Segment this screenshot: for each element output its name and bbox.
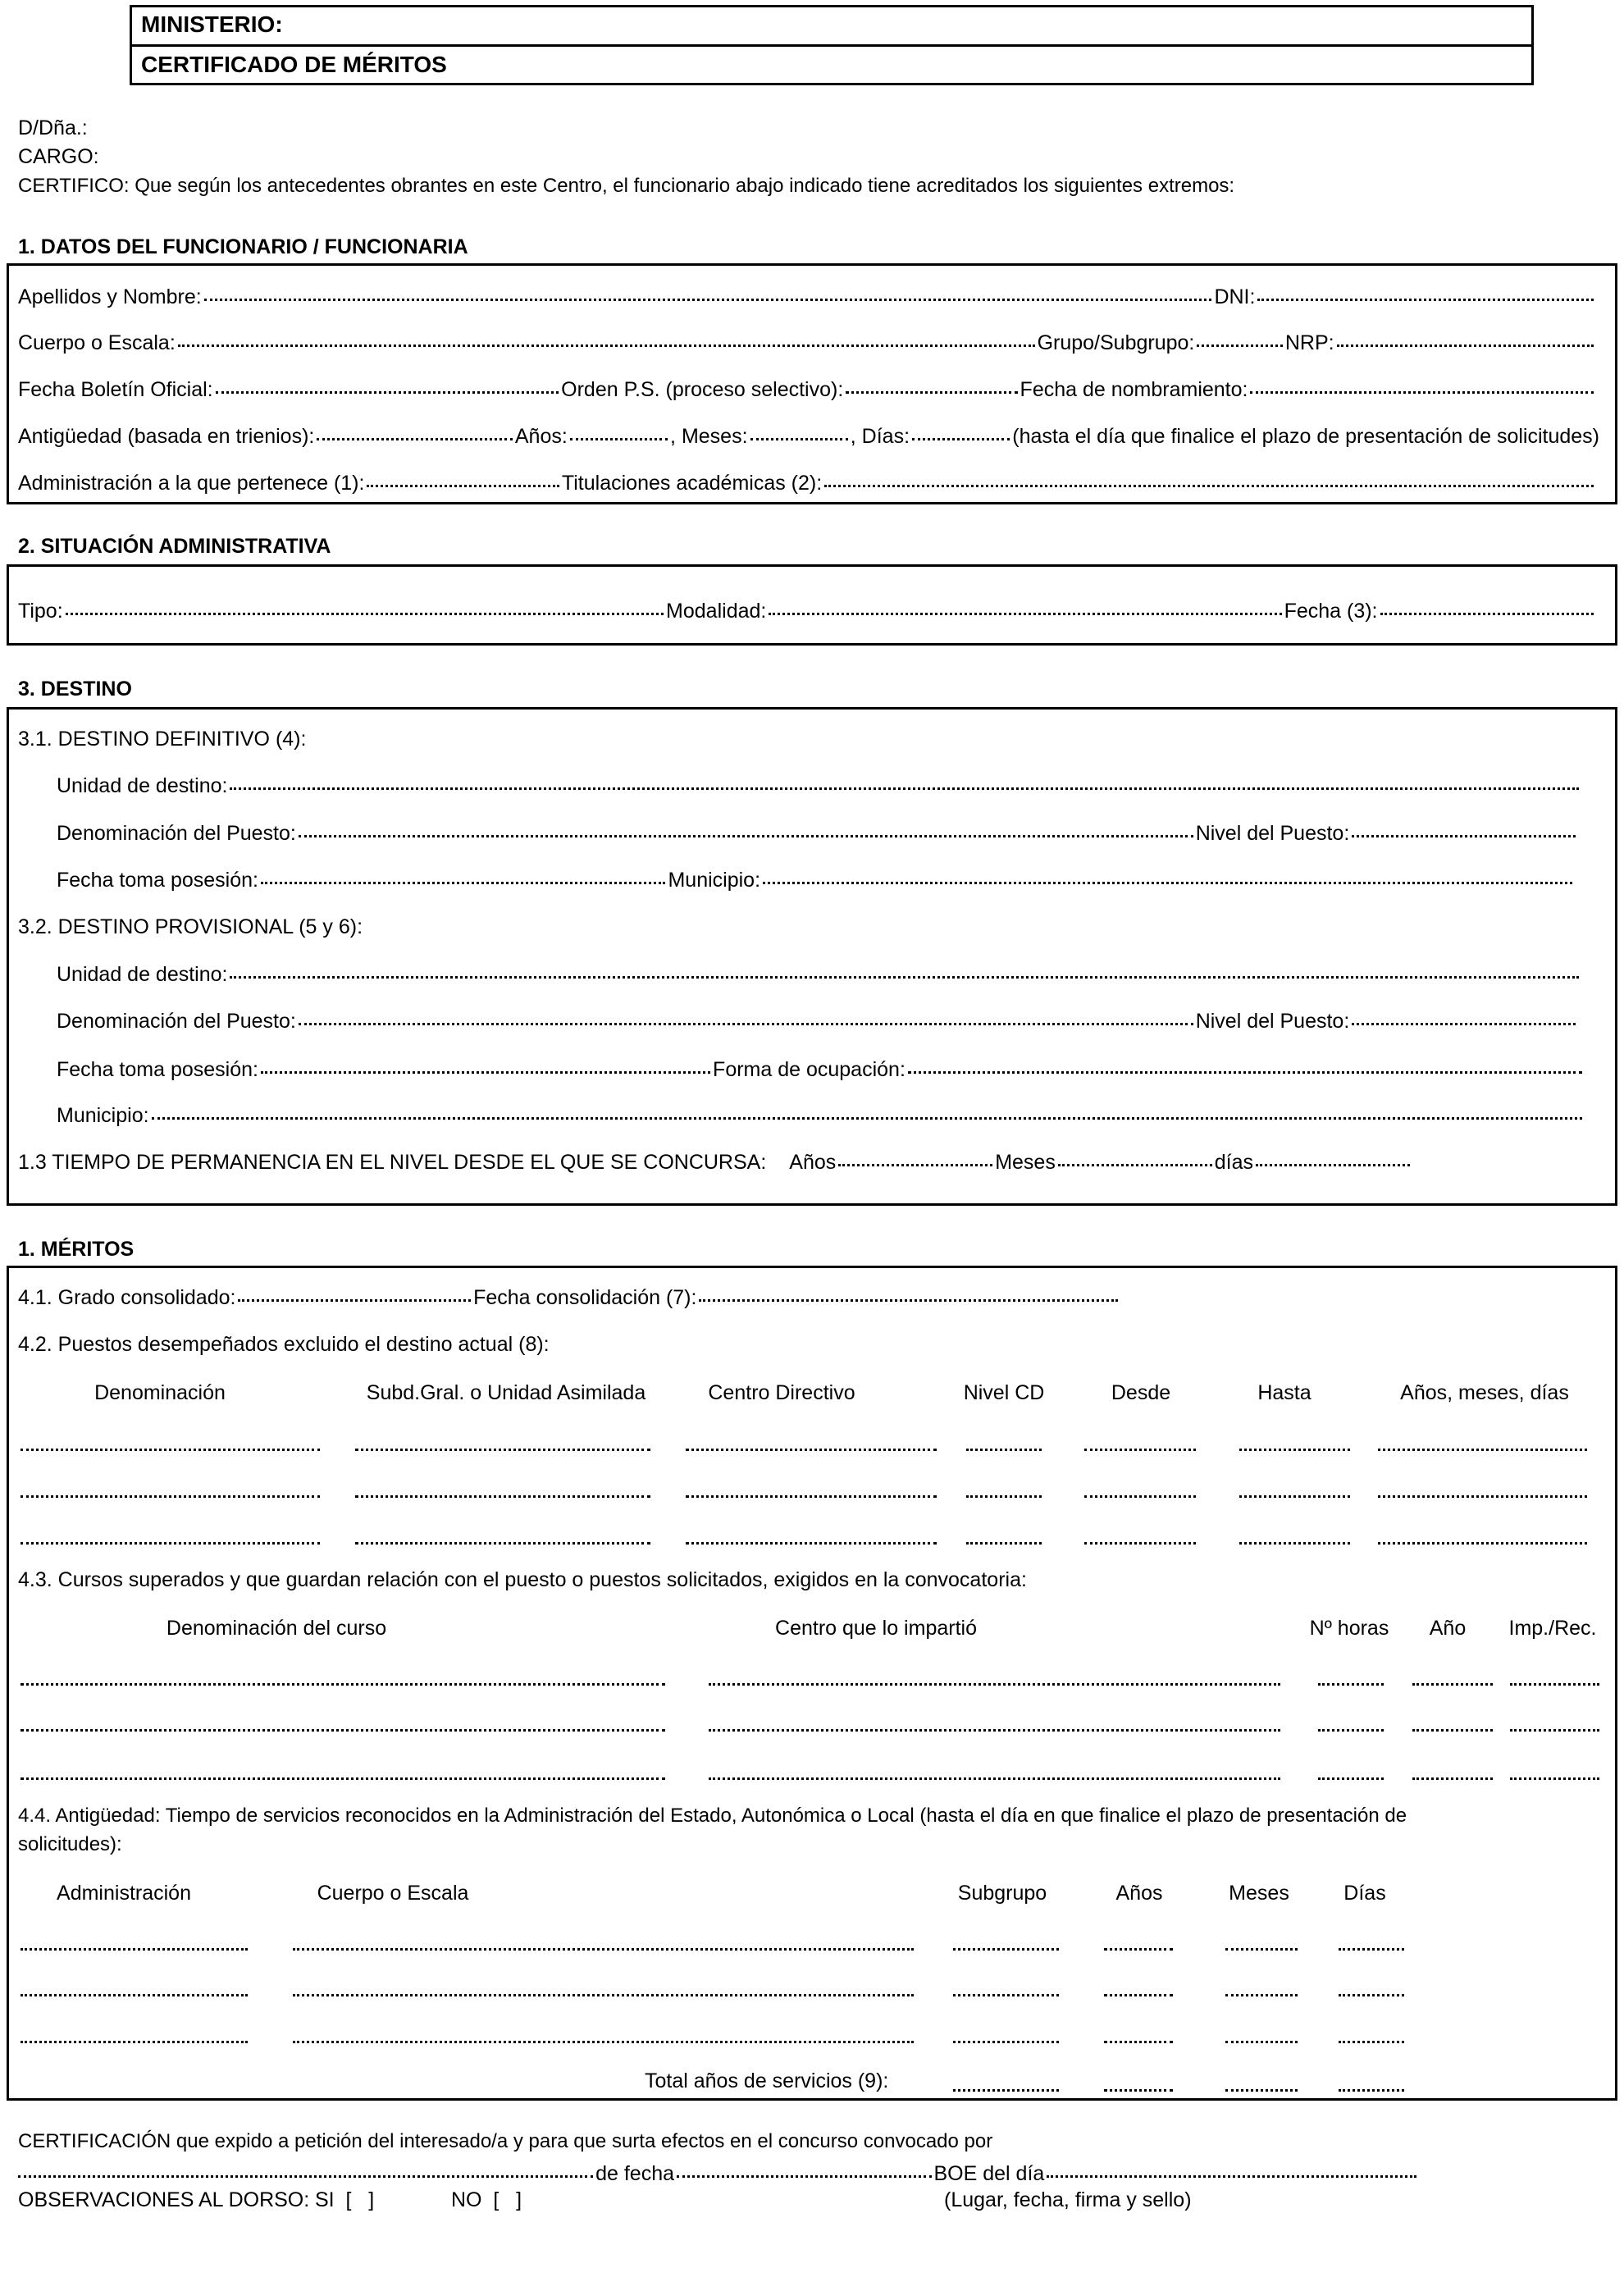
- administracion-field[interactable]: [367, 485, 559, 487]
- de-fecha-label: de fecha: [595, 2162, 675, 2185]
- antiguedad-blank-field[interactable]: [21, 1994, 248, 1996]
- cursos-blank-field[interactable]: [21, 1683, 665, 1686]
- apellidos-row: [18, 285, 1596, 313]
- antiguedad-blank-field[interactable]: [293, 1948, 914, 1951]
- administracion-label: Administración a la que pertenece (1):: [18, 472, 365, 495]
- puestos-blank-field[interactable]: [686, 1449, 937, 1451]
- antiguedad-blank-field[interactable]: [1104, 2041, 1173, 2043]
- cursos-blank-field[interactable]: [1510, 1777, 1599, 1780]
- observaciones-label: OBSERVACIONES AL DORSO:: [18, 2188, 310, 2211]
- prov-forma-label: Forma de ocupación:: [713, 1058, 906, 1081]
- puestos-blank-field[interactable]: [1084, 1542, 1196, 1545]
- cursos-blank-field[interactable]: [1510, 1683, 1599, 1686]
- antiguedad-col-header: Cuerpo o Escala: [317, 1882, 469, 1905]
- no-checkbox[interactable]: NO [ ]: [451, 2188, 522, 2211]
- certifico-text: CERTIFICO: Que según los antecedentes obrantes en este Centro, el funcionario abajo indicado tiene acreditados los siguientes extremos:: [18, 175, 1235, 197]
- lugar-fecha-firma: (Lugar, fecha, firma y sello): [944, 2188, 1192, 2211]
- meses-field[interactable]: [750, 438, 848, 440]
- puestos-blank-field[interactable]: [1084, 1449, 1196, 1451]
- fecha-consolidacion-label: Fecha consolidación (7):: [473, 1286, 697, 1309]
- puestos-blank-field[interactable]: [966, 1449, 1042, 1451]
- cursos-blank-field[interactable]: [1412, 1683, 1493, 1686]
- document-title: CERTIFICADO DE MÉRITOS: [141, 52, 447, 77]
- antiguedad-blank-field[interactable]: [953, 2041, 1059, 2043]
- orden-field[interactable]: [846, 391, 1017, 394]
- prov-nivel-field[interactable]: [1352, 1023, 1576, 1025]
- fecha-nombramiento-field[interactable]: [1250, 391, 1594, 394]
- cursos-blank-field[interactable]: [709, 1777, 1280, 1780]
- puestos-blank-field[interactable]: [1239, 1449, 1350, 1451]
- antiguedad-field[interactable]: [317, 438, 513, 440]
- antiguedad-blank-field[interactable]: [293, 2041, 914, 2043]
- nrp-label: NRP:: [1284, 331, 1334, 354]
- fecha-label: Fecha (3):: [1284, 600, 1378, 623]
- dias-field[interactable]: [912, 438, 1010, 440]
- modalidad-field[interactable]: [769, 613, 1281, 615]
- antiguedad-blank-field[interactable]: [1225, 1948, 1298, 1951]
- total-label: Total años de servicios (9):: [645, 2069, 889, 2092]
- prov-municipio-label: Municipio:: [57, 1104, 149, 1127]
- permanencia-label: 1.3 TIEMPO DE PERMANENCIA EN EL NIVEL DESDE EL QUE SE CONCURSA:: [18, 1151, 767, 1174]
- tipo-label: Tipo:: [18, 600, 63, 623]
- administracion-row: [18, 472, 1596, 500]
- def-fecha-row: [57, 869, 1575, 897]
- prov-fecha-field[interactable]: [261, 1071, 710, 1074]
- fecha-consolidacion-field[interactable]: [699, 1299, 1118, 1302]
- modalidad-label: Modalidad:: [666, 600, 767, 623]
- permanencia-row: [18, 1151, 1412, 1179]
- puestos-col-header: Desde: [1111, 1381, 1171, 1404]
- prov-municipio-field[interactable]: [152, 1117, 1582, 1120]
- puestos-blank-field[interactable]: [21, 1449, 320, 1451]
- fecha-boletin-row: [18, 378, 1596, 406]
- anos-label: Años:: [514, 425, 568, 448]
- cursos-blank-field[interactable]: [1318, 1777, 1384, 1780]
- orden-label: Orden P.S. (proceso selectivo):: [561, 378, 844, 401]
- antiguedad-text-1: 4.4. Antigüedad: Tiempo de servicios reconocidos en la Administración del Estado, Autonómica o Local (hasta el día en que finalice el plazo de presentación de: [18, 1805, 1407, 1827]
- antiguedad-col-header: Días: [1343, 1882, 1386, 1905]
- prov-nivel-label: Nivel del Puesto:: [1195, 1010, 1350, 1033]
- def-nivel-label: Nivel del Puesto:: [1195, 822, 1350, 845]
- prov-denominacion-label: Denominación del Puesto:: [57, 1010, 296, 1033]
- cursos-col-header: Centro que lo impartió: [775, 1617, 977, 1640]
- perm-meses-label: Meses: [995, 1151, 1056, 1174]
- puestos-col-header: Años, meses, días: [1400, 1381, 1569, 1404]
- puestos-col-header: Hasta: [1257, 1381, 1312, 1404]
- prov-municipio-row: [57, 1104, 1585, 1132]
- puestos-blank-field[interactable]: [21, 1495, 320, 1498]
- titulaciones-label: Titulaciones académicas (2):: [561, 472, 823, 495]
- cursos-col-header: Año: [1429, 1617, 1467, 1640]
- tipo-field[interactable]: [66, 613, 664, 615]
- puestos-blank-field[interactable]: [1378, 1542, 1587, 1545]
- puestos-blank-field[interactable]: [966, 1495, 1042, 1498]
- perm-dias-field[interactable]: [1256, 1164, 1410, 1166]
- puestos-blank-field[interactable]: [355, 1449, 650, 1451]
- prov-denominacion-row: [57, 1010, 1578, 1038]
- antiguedad-blank-field[interactable]: [953, 1994, 1059, 1996]
- fecha-boletin-label: Fecha Boletín Oficial:: [18, 378, 213, 401]
- puestos-blank-field[interactable]: [1378, 1449, 1587, 1451]
- convocatoria-field[interactable]: [18, 2175, 593, 2178]
- def-fecha-field[interactable]: [261, 882, 665, 884]
- cursos-blank-field[interactable]: [1318, 1729, 1384, 1732]
- dias-label: , Días:: [850, 425, 910, 448]
- prov-fecha-row: [57, 1058, 1585, 1086]
- perm-meses-field[interactable]: [1058, 1164, 1212, 1166]
- antiguedad-text-2: solicitudes):: [18, 1833, 122, 1855]
- def-denominacion-row: [57, 822, 1578, 850]
- prov-unidad-label: Unidad de destino:: [57, 963, 228, 986]
- cursos-col-header: Nº horas: [1309, 1617, 1389, 1640]
- header-divider: [130, 44, 1534, 47]
- fecha-boletin-field[interactable]: [216, 391, 559, 394]
- section-1-title: 1. DATOS DEL FUNCIONARIO / FUNCIONARIA: [18, 235, 468, 258]
- cursos-blank-field[interactable]: [1412, 1777, 1493, 1780]
- total-blank-field[interactable]: [953, 2089, 1059, 2092]
- grupo-label: Grupo/Subgrupo:: [1037, 331, 1195, 354]
- cursos-blank-field[interactable]: [21, 1729, 665, 1732]
- antiguedad-blank-field[interactable]: [1339, 1994, 1404, 1996]
- puestos-blank-field[interactable]: [355, 1542, 650, 1545]
- grado-row: [18, 1286, 1120, 1314]
- puestos-col-header: Nivel CD: [963, 1381, 1045, 1404]
- def-nivel-field[interactable]: [1352, 835, 1576, 837]
- def-municipio-field[interactable]: [763, 882, 1572, 884]
- puestos-blank-field[interactable]: [355, 1495, 650, 1498]
- cursos-blank-field[interactable]: [709, 1683, 1280, 1686]
- antiguedad-col-header: Años: [1115, 1882, 1163, 1905]
- fecha-nombramiento-label: Fecha de nombramiento:: [1020, 378, 1248, 401]
- cuerpo-row: [18, 331, 1596, 359]
- puestos-col-header: Subd.Gral. o Unidad Asimilada: [366, 1381, 646, 1404]
- prov-unidad-field[interactable]: [230, 976, 1579, 979]
- prov-unidad-row: [57, 963, 1581, 991]
- puestos-blank-field[interactable]: [21, 1542, 320, 1545]
- puestos-blank-field[interactable]: [1239, 1542, 1350, 1545]
- cursos-blank-field[interactable]: [1318, 1683, 1384, 1686]
- fecha-field[interactable]: [1380, 613, 1594, 615]
- antiguedad-blank-field[interactable]: [1339, 1948, 1404, 1951]
- boe-label: BOE del día: [933, 2162, 1045, 2185]
- def-unidad-field[interactable]: [230, 787, 1579, 790]
- destino-definitivo-label: 3.1. DESTINO DEFINITIVO (4):: [18, 728, 307, 751]
- perm-dias-label: días: [1214, 1151, 1254, 1174]
- dona-label: D/Dña.:: [18, 116, 88, 139]
- dni-label: DNI:: [1214, 285, 1256, 308]
- si-checkbox[interactable]: SI [ ]: [315, 2188, 375, 2211]
- prov-forma-field[interactable]: [908, 1071, 1582, 1074]
- ministerio-label: MINISTERIO:: [141, 11, 283, 37]
- section-4-title: 1. MÉRITOS: [18, 1238, 135, 1261]
- puestos-blank-field[interactable]: [1378, 1495, 1587, 1498]
- def-unidad-row: [57, 774, 1581, 802]
- cursos-label: 4.3. Cursos superados y que guardan relación con el puesto o puestos solicitados, exigidos en la convocatoria:: [18, 1568, 1027, 1591]
- puestos-blank-field[interactable]: [686, 1495, 937, 1498]
- perm-anos-label: Años: [789, 1151, 837, 1174]
- convocatoria-row: [18, 2162, 1419, 2190]
- antiguedad-blank-field[interactable]: [1104, 1994, 1173, 1996]
- puestos-label: 4.2. Puestos desempeñados excluido el destino actual (8):: [18, 1333, 550, 1356]
- antiguedad-blank-field[interactable]: [953, 1948, 1059, 1951]
- situacion-row: [18, 600, 1596, 627]
- grado-label: 4.1. Grado consolidado:: [18, 1286, 236, 1309]
- puestos-blank-field[interactable]: [686, 1542, 937, 1545]
- anos-field[interactable]: [570, 438, 668, 440]
- destino-provisional-label: 3.2. DESTINO PROVISIONAL (5 y 6):: [18, 915, 363, 938]
- antiguedad-col-header: Subgrupo: [957, 1882, 1047, 1905]
- antiguedad-blank-field[interactable]: [21, 2041, 248, 2043]
- total-blank-field[interactable]: [1104, 2089, 1173, 2092]
- apellidos-field[interactable]: [204, 299, 1212, 301]
- cursos-col-header: Imp./Rec.: [1508, 1617, 1597, 1640]
- nrp-field[interactable]: [1337, 345, 1594, 347]
- antiguedad-label: Antigüedad (basada en trienios):: [18, 425, 315, 448]
- cursos-blank-field[interactable]: [1510, 1729, 1599, 1732]
- puestos-blank-field[interactable]: [1084, 1495, 1196, 1498]
- cuerpo-label: Cuerpo o Escala:: [18, 331, 176, 354]
- dni-field[interactable]: [1257, 299, 1594, 301]
- de-fecha-field[interactable]: [677, 2175, 931, 2178]
- antiguedad-col-header: Meses: [1229, 1882, 1289, 1905]
- def-municipio-label: Municipio:: [668, 869, 761, 892]
- apellidos-label: Apellidos y Nombre:: [18, 285, 202, 308]
- cursos-blank-field[interactable]: [709, 1729, 1280, 1732]
- antiguedad-blank-field[interactable]: [21, 1948, 248, 1951]
- boe-field[interactable]: [1047, 2175, 1416, 2178]
- antiguedad-blank-field[interactable]: [293, 1994, 914, 1996]
- hasta-note: (hasta el día que finalice el plazo de presentación de solicitudes): [1012, 425, 1600, 448]
- prov-fecha-label: Fecha toma posesión:: [57, 1058, 258, 1081]
- puestos-col-header: Denominación: [94, 1381, 226, 1404]
- cursos-blank-field[interactable]: [21, 1777, 665, 1780]
- def-denominacion-label: Denominación del Puesto:: [57, 822, 296, 845]
- puestos-blank-field[interactable]: [1239, 1495, 1350, 1498]
- meses-label: , Meses:: [670, 425, 748, 448]
- total-blank-field[interactable]: [1225, 2089, 1298, 2092]
- cuerpo-field[interactable]: [178, 345, 1035, 347]
- def-denominacion-field[interactable]: [299, 835, 1193, 837]
- def-unidad-label: Unidad de destino:: [57, 774, 228, 797]
- cursos-blank-field[interactable]: [1412, 1729, 1493, 1732]
- def-fecha-label: Fecha toma posesión:: [57, 869, 258, 892]
- cargo-label: CARGO:: [18, 145, 99, 168]
- prov-denominacion-field[interactable]: [299, 1023, 1193, 1025]
- grupo-field[interactable]: [1197, 345, 1282, 347]
- puestos-blank-field[interactable]: [966, 1542, 1042, 1545]
- section-2-title: 2. SITUACIÓN ADMINISTRATIVA: [18, 535, 331, 558]
- antiguedad-blank-field[interactable]: [1225, 2041, 1298, 2043]
- puestos-col-header: Centro Directivo: [708, 1381, 855, 1404]
- section-3-title: 3. DESTINO: [18, 678, 132, 700]
- titulaciones-field[interactable]: [824, 485, 1594, 487]
- antiguedad-blank-field[interactable]: [1339, 2041, 1404, 2043]
- total-blank-field[interactable]: [1339, 2089, 1404, 2092]
- antiguedad-col-header: Administración: [57, 1882, 191, 1905]
- antiguedad-blank-field[interactable]: [1104, 1948, 1173, 1951]
- perm-anos-field[interactable]: [838, 1164, 992, 1166]
- antiguedad-row: [18, 425, 1599, 453]
- grado-field[interactable]: [238, 1299, 471, 1302]
- certificacion-text: CERTIFICACIÓN que expido a petición del interesado/a y para que surta efectos en el concurso convocado por: [18, 2130, 993, 2152]
- antiguedad-blank-field[interactable]: [1225, 1994, 1298, 1996]
- cursos-col-header: Denominación del curso: [166, 1617, 387, 1640]
